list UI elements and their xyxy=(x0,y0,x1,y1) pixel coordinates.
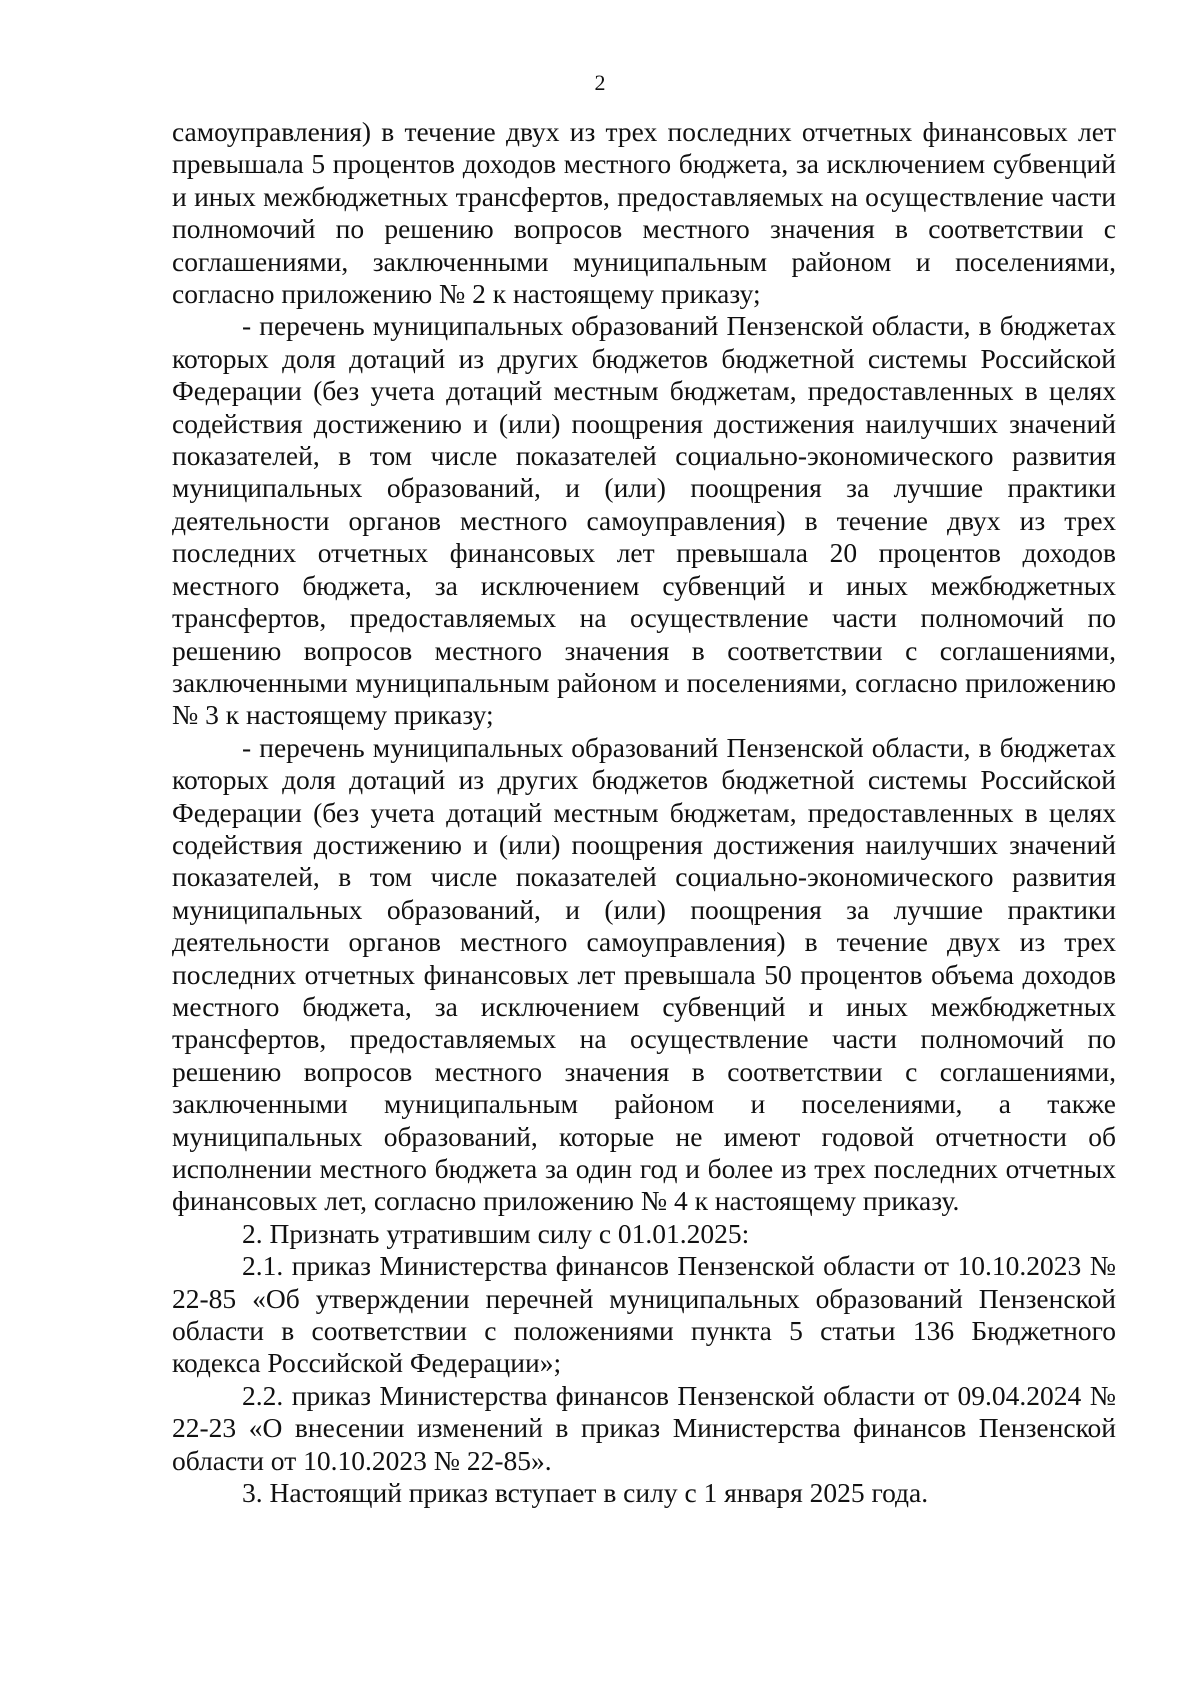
document-body xyxy=(172,116,1116,1509)
paragraph-clause-2-1: 2.1. приказ Министерства финансов Пензенской области от 10.10.2023 № 22-85 «Об утверждении перечней муниципальных образований Пензенской области в соответствии с положениями пункта 5 статьи 136 Бюджетного кодекса Российской Федерации»; xyxy=(172,1250,1116,1379)
paragraph-continuation: самоуправления) в течение двух из трех последних отчетных финансовых лет превышала 5 процентов доходов местного бюджета, за исключением субвенций и иных межбюджетных трансфертов, предоставляемых на осуществление части полномочий по решению вопросов местного значения в соответствии с соглашениями, заключенными муниципальным районом и поселениями, согласно приложению № 2 к настоящему приказу; xyxy=(172,116,1116,310)
paragraph-clause-2-2: 2.2. приказ Министерства финансов Пензенской области от 09.04.2024 № 22-23 «О внесении изменений в приказ Министерства финансов Пензенской области от 10.10.2023 № 22-85». xyxy=(172,1379,1116,1476)
paragraph-list-item-appendix-3: - перечень муниципальных образований Пензенской области, в бюджетах которых доля дотаций из других бюджетов бюджетной системы Российской Федерации (без учета дотаций местным бюджетам, предоставленных в целях содействия достижению и (или) поощрения достижения наилучших значений показателей, в том числе показателей социально-экономического развития муниципальных образований, и (или) поощрения за лучшие практики деятельности органов местного самоуправления) в течение двух из трех последних отчетных финансовых лет превышала 20 процентов доходов местного бюджета, за исключением субвенций и иных межбюджетных трансфертов, предоставляемых на осуществление части полномочий по решению вопросов местного значения в соответствии с соглашениями, заключенными муниципальным районом и поселениями, согласно приложению № 3 к настоящему приказу; xyxy=(172,310,1116,731)
paragraph-clause-2: 2. Признать утратившим силу с 01.01.2025: xyxy=(242,1217,750,1249)
paragraph-list-item-appendix-4: - перечень муниципальных образований Пензенской области, в бюджетах которых доля дотаций из других бюджетов бюджетной системы Российской Федерации (без учета дотаций местным бюджетам, предоставленных в целях содействия достижению и (или) поощрения достижения наилучших значений показателей, в том числе показателей социально-экономического развития муниципальных образований, и (или) поощрения за лучшие практики деятельности органов местного самоуправления) в течение двух из трех последних отчетных финансовых лет превышала 50 процентов объема доходов местного бюджета, за исключением субвенций и иных межбюджетных трансфертов, предоставляемых на осуществление части полномочий по решению вопросов местного значения в соответствии с соглашениями, заключенными муниципальным районом и поселениями, а также муниципальных образований, которые не имеют годовой отчетности об исполнении местного бюджета за один год и более из трех последних отчетных финансовых лет, согласно приложению № 4 к настоящему приказу. xyxy=(172,731,1116,1217)
paragraph-clause-3: 3. Настоящий приказ вступает в силу с 1 января 2025 года. xyxy=(242,1477,929,1509)
page-number: 2 xyxy=(594,70,606,95)
